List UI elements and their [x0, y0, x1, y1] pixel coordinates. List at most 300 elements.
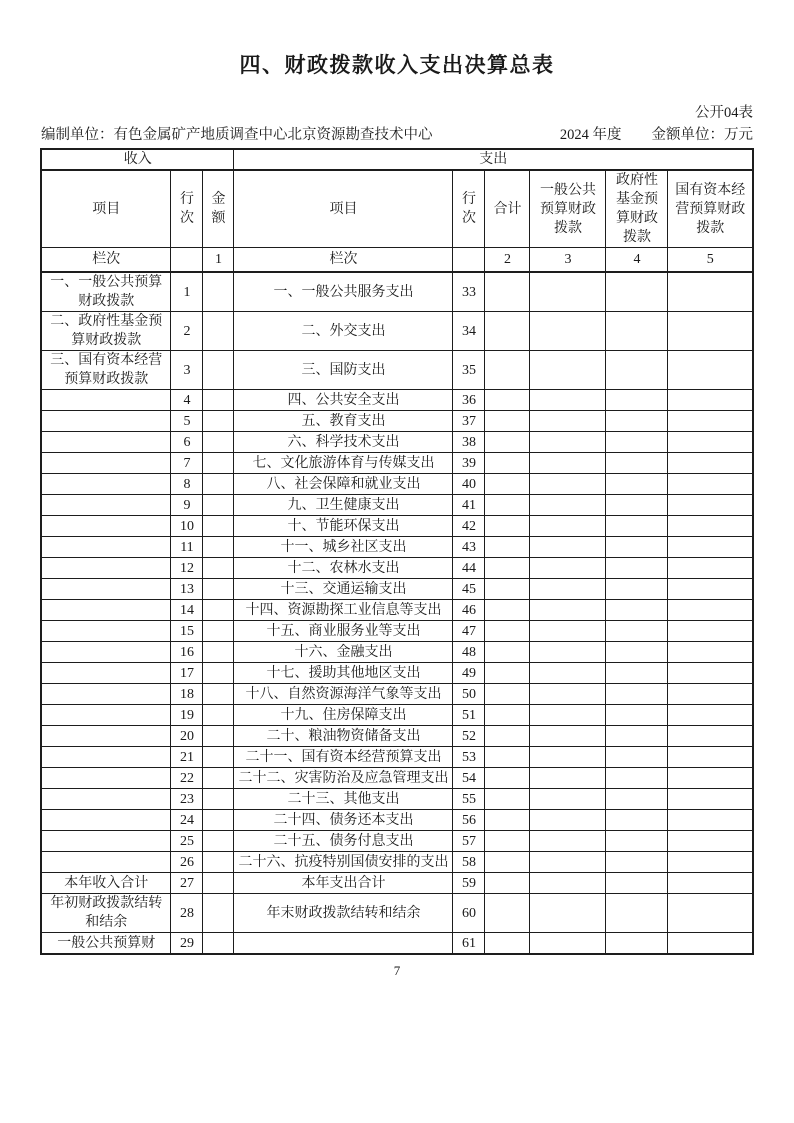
income-rowno-header: 行次 — [171, 170, 203, 248]
amount-gov-fund-cell — [606, 411, 668, 432]
table-row — [41, 831, 753, 852]
amount-total-cell — [485, 663, 530, 684]
income-rowno-cell: 7 — [171, 453, 203, 474]
expenditure-item-cell: 二十五、债务付息支出 — [234, 831, 453, 852]
amount-state-capital-cell — [668, 831, 753, 852]
income-rowno-cell: 11 — [171, 537, 203, 558]
column-index-row — [41, 248, 753, 273]
amount-general-public-cell — [530, 684, 606, 705]
income-item-cell — [41, 705, 171, 726]
expenditure-rowno-cell: 40 — [453, 474, 485, 495]
income-item-cell — [41, 537, 171, 558]
amount-gov-fund-cell — [606, 495, 668, 516]
amount-total-cell — [485, 351, 530, 390]
meta-row — [41, 123, 753, 144]
income-rowno-cell: 21 — [171, 747, 203, 768]
amount-total-cell — [485, 537, 530, 558]
amount-state-capital-cell — [668, 663, 753, 684]
table-row — [41, 495, 753, 516]
expenditure-rowno-cell: 41 — [453, 495, 485, 516]
income-rowno-cell: 14 — [171, 600, 203, 621]
income-rowno-cell: 20 — [171, 726, 203, 747]
amount-gov-fund-cell — [606, 642, 668, 663]
amount-total-cell — [485, 312, 530, 351]
expenditure-item-cell: 四、公共安全支出 — [234, 390, 453, 411]
income-item-cell — [41, 453, 171, 474]
income-item-cell: 本年收入合计 — [41, 873, 171, 894]
expenditure-rowno-cell: 34 — [453, 312, 485, 351]
amount-state-capital-cell — [668, 272, 753, 312]
income-amount-cell — [203, 432, 234, 453]
expenditure-item-cell: 六、科学技术支出 — [234, 432, 453, 453]
amount-general-public-cell — [530, 894, 606, 933]
income-item-cell — [41, 810, 171, 831]
income-amount-index: 1 — [203, 248, 234, 273]
expenditure-rowno-cell: 51 — [453, 705, 485, 726]
amount-gov-fund-cell — [606, 726, 668, 747]
income-rowno-cell: 1 — [171, 272, 203, 312]
income-rowno-cell: 23 — [171, 789, 203, 810]
amount-gov-fund-cell — [606, 873, 668, 894]
amount-state-capital-cell — [668, 852, 753, 873]
amount-gov-fund-cell — [606, 705, 668, 726]
table-row — [41, 579, 753, 600]
expenditure-rowno-cell: 49 — [453, 663, 485, 684]
total-column-header: 合计 — [485, 170, 530, 248]
amount-gov-fund-cell — [606, 831, 668, 852]
income-item-cell — [41, 600, 171, 621]
budget-summary-table — [40, 148, 754, 955]
amount-total-cell — [485, 558, 530, 579]
table-row — [41, 558, 753, 579]
income-item-cell — [41, 852, 171, 873]
table-row — [41, 411, 753, 432]
income-amount-cell — [203, 684, 234, 705]
amount-general-public-cell — [530, 873, 606, 894]
amount-general-public-cell — [530, 852, 606, 873]
expenditure-item-cell: 十四、资源勘探工业信息等支出 — [234, 600, 453, 621]
income-item-header: 项目 — [41, 170, 171, 248]
income-item-cell — [41, 642, 171, 663]
income-amount-cell — [203, 810, 234, 831]
expenditure-rowno-cell: 36 — [453, 390, 485, 411]
income-rowno-cell: 5 — [171, 411, 203, 432]
general-public-column-index: 3 — [530, 248, 606, 273]
table-row — [41, 852, 753, 873]
amount-general-public-cell — [530, 272, 606, 312]
amount-gov-fund-cell — [606, 600, 668, 621]
section-header-row — [41, 149, 753, 170]
amount-gov-fund-cell — [606, 537, 668, 558]
income-item-cell: 一般公共预算财 — [41, 933, 171, 955]
expenditure-rowno-cell: 55 — [453, 789, 485, 810]
expenditure-item-cell: 十六、金融支出 — [234, 642, 453, 663]
amount-total-cell — [485, 411, 530, 432]
expenditure-item-cell: 十七、援助其他地区支出 — [234, 663, 453, 684]
income-item-cell — [41, 411, 171, 432]
amount-general-public-cell — [530, 810, 606, 831]
amount-total-cell — [485, 831, 530, 852]
amount-state-capital-cell — [668, 810, 753, 831]
expenditure-item-cell: 九、卫生健康支出 — [234, 495, 453, 516]
income-item-cell — [41, 579, 171, 600]
gov-fund-column-index: 4 — [606, 248, 668, 273]
expenditure-rowno-cell: 39 — [453, 453, 485, 474]
income-section-header: 收入 — [41, 149, 234, 170]
expenditure-item-cell: 十、节能环保支出 — [234, 516, 453, 537]
amount-state-capital-cell — [668, 933, 753, 955]
amount-gov-fund-cell — [606, 351, 668, 390]
compile-unit-label: 编制单位：有色金属矿产地质调查中心北京资源勘查技术中心 — [41, 127, 433, 143]
expenditure-rowno-cell: 57 — [453, 831, 485, 852]
table-row — [41, 663, 753, 684]
amount-gov-fund-cell — [606, 272, 668, 312]
income-rowno-cell: 17 — [171, 663, 203, 684]
income-rowno-cell: 25 — [171, 831, 203, 852]
amount-gov-fund-cell — [606, 390, 668, 411]
amount-total-cell — [485, 600, 530, 621]
amount-total-cell — [485, 684, 530, 705]
income-item-cell — [41, 663, 171, 684]
table-row — [41, 351, 753, 390]
income-amount-cell — [203, 390, 234, 411]
expenditure-rowno-cell: 52 — [453, 726, 485, 747]
expenditure-rowno-cell: 37 — [453, 411, 485, 432]
expenditure-rowno-cell: 59 — [453, 873, 485, 894]
amount-gov-fund-cell — [606, 789, 668, 810]
income-rowno-cell: 15 — [171, 621, 203, 642]
amount-gov-fund-cell — [606, 747, 668, 768]
income-amount-cell — [203, 579, 234, 600]
table-row — [41, 537, 753, 558]
income-item-cell — [41, 684, 171, 705]
income-column-index-label: 栏次 — [41, 248, 171, 273]
expenditure-item-cell: 三、国防支出 — [234, 351, 453, 390]
amount-state-capital-cell — [668, 747, 753, 768]
table-row — [41, 747, 753, 768]
amount-total-cell — [485, 705, 530, 726]
amount-total-cell — [485, 894, 530, 933]
amount-general-public-cell — [530, 474, 606, 495]
income-rowno-cell: 8 — [171, 474, 203, 495]
expenditure-rowno-cell: 45 — [453, 579, 485, 600]
amount-state-capital-cell — [668, 474, 753, 495]
expenditure-item-cell: 本年支出合计 — [234, 873, 453, 894]
income-rowno-cell: 4 — [171, 390, 203, 411]
amount-gov-fund-cell — [606, 621, 668, 642]
state-capital-column-index: 5 — [668, 248, 753, 273]
expenditure-item-cell: 二十一、国有资本经营预算支出 — [234, 747, 453, 768]
total-column-index: 2 — [485, 248, 530, 273]
income-item-cell — [41, 747, 171, 768]
income-rowno-cell: 26 — [171, 852, 203, 873]
income-amount-cell — [203, 558, 234, 579]
table-row — [41, 312, 753, 351]
income-item-cell — [41, 789, 171, 810]
amount-state-capital-cell — [668, 600, 753, 621]
income-rowno-cell: 28 — [171, 894, 203, 933]
income-item-cell — [41, 768, 171, 789]
income-rowno-cell: 18 — [171, 684, 203, 705]
expenditure-item-cell: 一、一般公共服务支出 — [234, 272, 453, 312]
amount-general-public-cell — [530, 933, 606, 955]
income-amount-cell — [203, 411, 234, 432]
expenditure-rowno-cell: 42 — [453, 516, 485, 537]
income-item-cell — [41, 474, 171, 495]
amount-general-public-cell — [530, 351, 606, 390]
income-item-cell — [41, 831, 171, 852]
amount-state-capital-cell — [668, 351, 753, 390]
blank-cell — [453, 248, 485, 273]
income-amount-cell — [203, 600, 234, 621]
amount-gov-fund-cell — [606, 684, 668, 705]
amount-unit-label: 金额单位：万元 — [651, 127, 753, 143]
income-rowno-cell: 9 — [171, 495, 203, 516]
table-row — [41, 684, 753, 705]
income-amount-cell — [203, 642, 234, 663]
expenditure-rowno-cell: 53 — [453, 747, 485, 768]
income-amount-cell — [203, 726, 234, 747]
expenditure-rowno-cell: 38 — [453, 432, 485, 453]
table-row — [41, 933, 753, 955]
amount-total-cell — [485, 810, 530, 831]
table-row — [41, 600, 753, 621]
amount-total-cell — [485, 621, 530, 642]
expenditure-rowno-cell: 44 — [453, 558, 485, 579]
income-item-cell — [41, 390, 171, 411]
income-item-cell: 年初财政拨款结转和结余 — [41, 894, 171, 933]
amount-state-capital-cell — [668, 789, 753, 810]
amount-general-public-cell — [530, 705, 606, 726]
expenditure-item-cell: 年末财政拨款结转和结余 — [234, 894, 453, 933]
amount-general-public-cell — [530, 642, 606, 663]
amount-general-public-cell — [530, 621, 606, 642]
income-amount-cell — [203, 852, 234, 873]
income-rowno-cell: 2 — [171, 312, 203, 351]
table-row — [41, 810, 753, 831]
table-body — [41, 272, 753, 954]
amount-state-capital-cell — [668, 768, 753, 789]
income-amount-cell — [203, 831, 234, 852]
income-item-cell — [41, 558, 171, 579]
expenditure-item-cell: 十八、自然资源海洋气象等支出 — [234, 684, 453, 705]
amount-gov-fund-cell — [606, 312, 668, 351]
income-amount-cell — [203, 747, 234, 768]
income-amount-cell — [203, 789, 234, 810]
expenditure-rowno-cell: 47 — [453, 621, 485, 642]
amount-gov-fund-cell — [606, 453, 668, 474]
income-amount-cell — [203, 495, 234, 516]
table-row — [41, 726, 753, 747]
amount-state-capital-cell — [668, 558, 753, 579]
amount-general-public-cell — [530, 390, 606, 411]
amount-total-cell — [485, 768, 530, 789]
amount-general-public-cell — [530, 516, 606, 537]
gov-fund-budget-header: 政府性基金预算财政拨款 — [606, 170, 668, 248]
amount-state-capital-cell — [668, 705, 753, 726]
amount-state-capital-cell — [668, 312, 753, 351]
expenditure-column-index-label: 栏次 — [234, 248, 453, 273]
expenditure-item-header: 项目 — [234, 170, 453, 248]
income-amount-cell — [203, 453, 234, 474]
table-row — [41, 272, 753, 312]
amount-total-cell — [485, 432, 530, 453]
amount-total-cell — [485, 474, 530, 495]
fiscal-year-label: 2024 年度 — [559, 127, 622, 143]
amount-total-cell — [485, 516, 530, 537]
amount-gov-fund-cell — [606, 894, 668, 933]
expenditure-item-cell: 五、教育支出 — [234, 411, 453, 432]
amount-general-public-cell — [530, 432, 606, 453]
income-rowno-cell: 24 — [171, 810, 203, 831]
income-rowno-cell: 19 — [171, 705, 203, 726]
income-amount-cell — [203, 621, 234, 642]
amount-gov-fund-cell — [606, 663, 668, 684]
amount-general-public-cell — [530, 663, 606, 684]
income-rowno-cell: 27 — [171, 873, 203, 894]
amount-state-capital-cell — [668, 726, 753, 747]
amount-total-cell — [485, 642, 530, 663]
table-row — [41, 516, 753, 537]
expenditure-rowno-cell: 43 — [453, 537, 485, 558]
amount-total-cell — [485, 495, 530, 516]
amount-total-cell — [485, 873, 530, 894]
expenditure-item-cell: 十九、住房保障支出 — [234, 705, 453, 726]
income-rowno-cell: 29 — [171, 933, 203, 955]
income-amount-header: 金额 — [203, 170, 234, 248]
expenditure-rowno-cell: 35 — [453, 351, 485, 390]
amount-general-public-cell — [530, 453, 606, 474]
table-row — [41, 768, 753, 789]
expenditure-item-cell: 十二、农林水支出 — [234, 558, 453, 579]
expenditure-section-header: 支出 — [234, 149, 753, 170]
page-number: 7 — [393, 963, 401, 978]
amount-total-cell — [485, 272, 530, 312]
amount-total-cell — [485, 789, 530, 810]
amount-state-capital-cell — [668, 642, 753, 663]
amount-gov-fund-cell — [606, 558, 668, 579]
income-item-cell — [41, 726, 171, 747]
income-rowno-cell: 12 — [171, 558, 203, 579]
income-rowno-cell: 3 — [171, 351, 203, 390]
amount-gov-fund-cell — [606, 516, 668, 537]
income-amount-cell — [203, 873, 234, 894]
amount-total-cell — [485, 579, 530, 600]
income-amount-cell — [203, 351, 234, 390]
expenditure-rowno-header: 行次 — [453, 170, 485, 248]
page-title: 四、财政拨款收入支出决算总表 — [239, 54, 555, 77]
expenditure-item-cell: 二十三、其他支出 — [234, 789, 453, 810]
table-row — [41, 621, 753, 642]
income-amount-cell — [203, 768, 234, 789]
income-rowno-cell: 6 — [171, 432, 203, 453]
income-amount-cell — [203, 933, 234, 955]
table-row — [41, 705, 753, 726]
table-row — [41, 894, 753, 933]
amount-gov-fund-cell — [606, 474, 668, 495]
amount-general-public-cell — [530, 312, 606, 351]
amount-gov-fund-cell — [606, 432, 668, 453]
amount-state-capital-cell — [668, 495, 753, 516]
income-item-cell: 二、政府性基金预算财政拨款 — [41, 312, 171, 351]
amount-general-public-cell — [530, 831, 606, 852]
amount-state-capital-cell — [668, 432, 753, 453]
general-public-budget-header: 一般公共预算财政拨款 — [530, 170, 606, 248]
expenditure-item-cell: 十一、城乡社区支出 — [234, 537, 453, 558]
amount-gov-fund-cell — [606, 933, 668, 955]
amount-state-capital-cell — [668, 873, 753, 894]
expenditure-item-cell: 二十六、抗疫特别国债安排的支出 — [234, 852, 453, 873]
table-row — [41, 390, 753, 411]
amount-total-cell — [485, 726, 530, 747]
income-item-cell: 一、一般公共预算财政拨款 — [41, 272, 171, 312]
income-rowno-cell: 10 — [171, 516, 203, 537]
amount-state-capital-cell — [668, 411, 753, 432]
amount-state-capital-cell — [668, 579, 753, 600]
amount-state-capital-cell — [668, 390, 753, 411]
column-header-row — [41, 170, 753, 248]
amount-gov-fund-cell — [606, 810, 668, 831]
expenditure-rowno-cell: 54 — [453, 768, 485, 789]
amount-state-capital-cell — [668, 621, 753, 642]
amount-gov-fund-cell — [606, 768, 668, 789]
income-rowno-cell: 13 — [171, 579, 203, 600]
table-row — [41, 474, 753, 495]
table-row — [41, 873, 753, 894]
expenditure-item-cell: 七、文化旅游体育与传媒支出 — [234, 453, 453, 474]
table-row — [41, 453, 753, 474]
income-item-cell — [41, 495, 171, 516]
amount-state-capital-cell — [668, 684, 753, 705]
blank-cell — [171, 248, 203, 273]
amount-state-capital-cell — [668, 453, 753, 474]
state-capital-budget-header: 国有资本经营预算财政拨款 — [668, 170, 753, 248]
income-amount-cell — [203, 312, 234, 351]
income-amount-cell — [203, 663, 234, 684]
expenditure-rowno-cell: 50 — [453, 684, 485, 705]
amount-gov-fund-cell — [606, 852, 668, 873]
expenditure-item-cell: 二、外交支出 — [234, 312, 453, 351]
expenditure-rowno-cell: 56 — [453, 810, 485, 831]
amount-gov-fund-cell — [606, 579, 668, 600]
income-item-cell — [41, 432, 171, 453]
amount-state-capital-cell — [668, 516, 753, 537]
amount-general-public-cell — [530, 579, 606, 600]
expenditure-item-cell: 二十四、债务还本支出 — [234, 810, 453, 831]
expenditure-item-cell: 二十二、灾害防治及应急管理支出 — [234, 768, 453, 789]
expenditure-rowno-cell: 58 — [453, 852, 485, 873]
expenditure-item-cell: 八、社会保障和就业支出 — [234, 474, 453, 495]
table-row — [41, 642, 753, 663]
amount-general-public-cell — [530, 537, 606, 558]
amount-state-capital-cell — [668, 537, 753, 558]
amount-general-public-cell — [530, 789, 606, 810]
expenditure-rowno-cell: 48 — [453, 642, 485, 663]
expenditure-item-cell: 十三、交通运输支出 — [234, 579, 453, 600]
amount-general-public-cell — [530, 558, 606, 579]
amount-general-public-cell — [530, 768, 606, 789]
income-item-cell — [41, 621, 171, 642]
income-rowno-cell: 16 — [171, 642, 203, 663]
expenditure-item-cell: 十五、商业服务业等支出 — [234, 621, 453, 642]
expenditure-item-cell — [234, 933, 453, 955]
amount-general-public-cell — [530, 411, 606, 432]
expenditure-rowno-cell: 33 — [453, 272, 485, 312]
income-rowno-cell: 22 — [171, 768, 203, 789]
amount-general-public-cell — [530, 495, 606, 516]
expenditure-item-cell: 二十、粮油物资储备支出 — [234, 726, 453, 747]
income-amount-cell — [203, 537, 234, 558]
